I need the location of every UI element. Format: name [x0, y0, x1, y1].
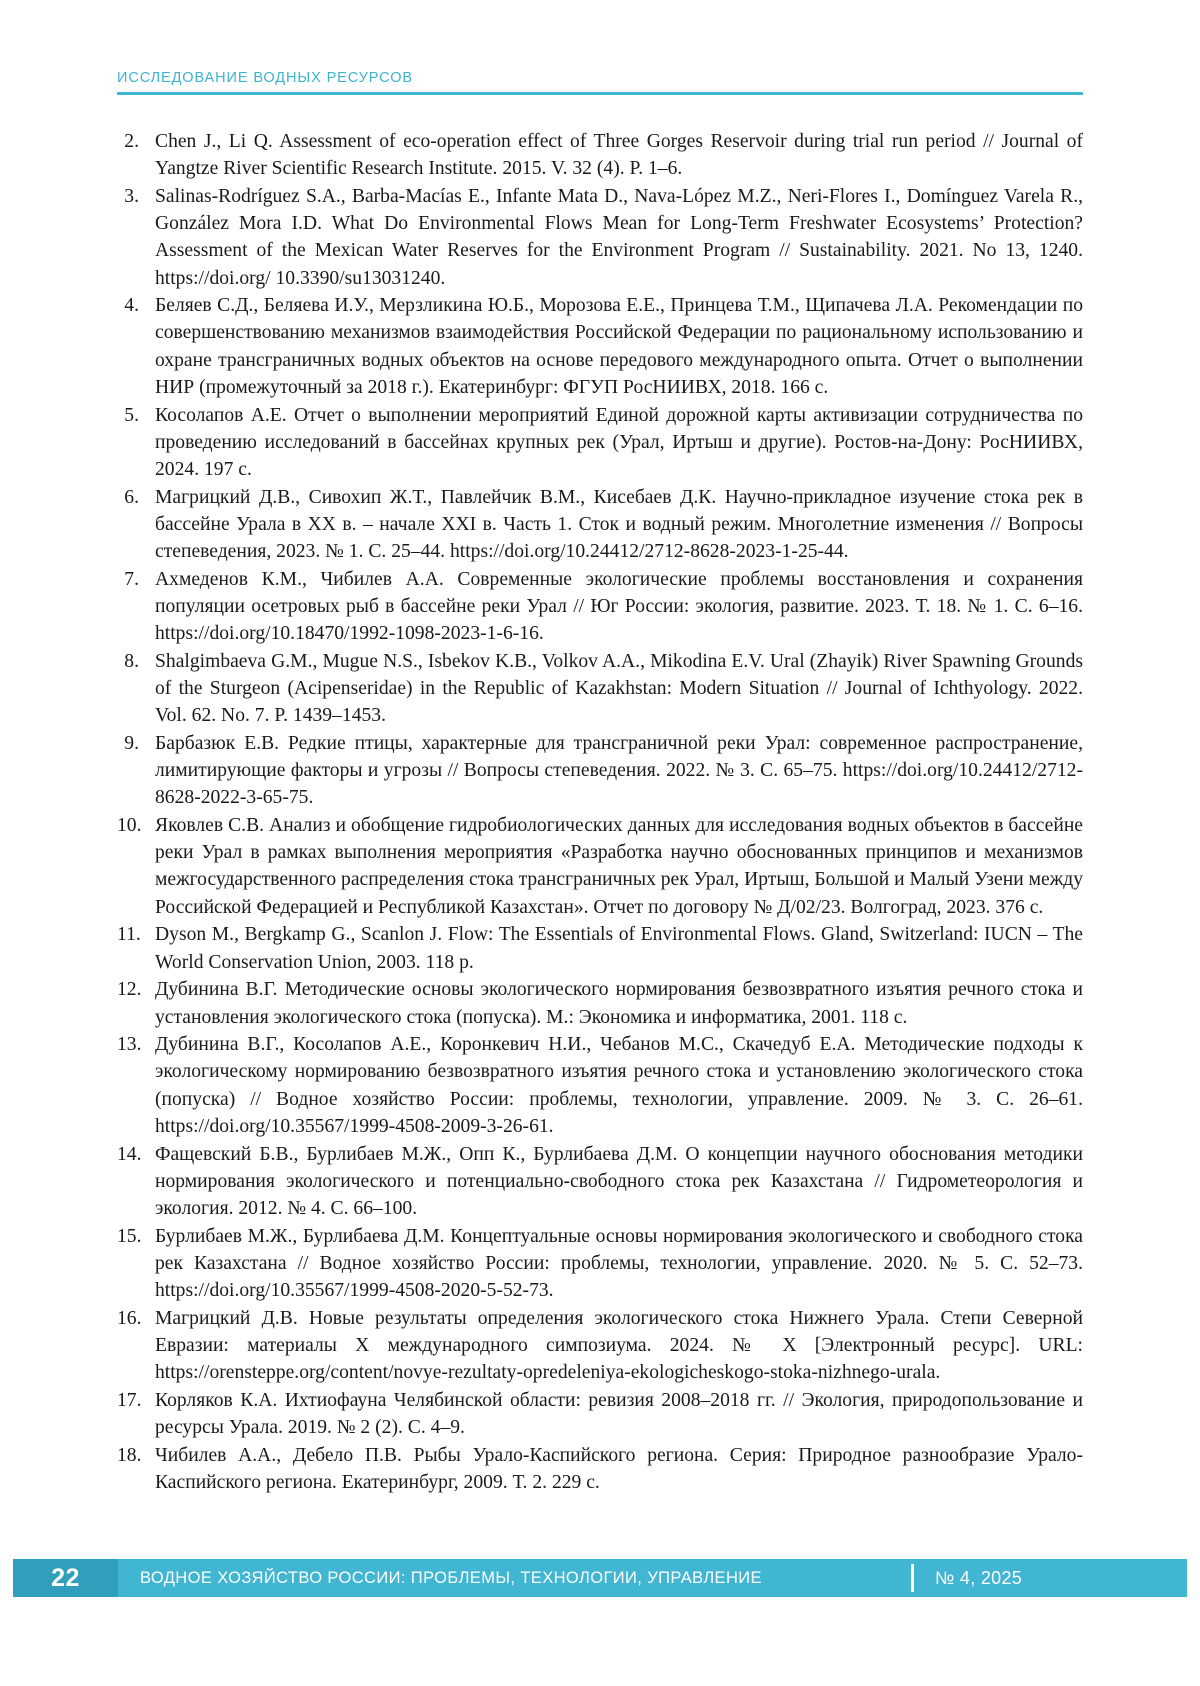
list-item — [117, 484, 1083, 566]
reference-number: 4. — [124, 295, 139, 317]
reference-text: Shalgimbaeva G.M., Mugue N.S., Isbekov K.B., Volkov A.A., Mikodina E.V. Ural (Zhayik) River Spawning Grounds of the Sturgeon (Acipenseridae) in the Republic of Kazakhstan: Modern Situation // Journal of Ichthyology. 2022. Vol. 62. No. 7. P. 1439–1453. — [155, 650, 1083, 727]
reference-number: 3. — [124, 185, 139, 207]
reference-number: 5. — [124, 404, 139, 426]
reference-text: Барбазюк Е.В. Редкие птицы, характерные для трансграничной реки Урал: современное распространение, лимитирующие факторы и угрозы // Вопросы степеведения. 2022. № 3. С. 65–75. https://doi.org/10.24412/2712-8628-2022-3-65-75. — [155, 732, 1083, 809]
reference-number: 9. — [124, 732, 139, 754]
list-item — [117, 648, 1083, 730]
reference-text: Фащевский Б.В., Бурлибаев М.Ж., Опп К., Бурлибаева Д.М. О концепции научного обоснования методики нормирования экологического и потенциально-свободного стока рек Казахстана // Гидрометеорология и экология. 2012. № 4. С. 66–100. — [155, 1143, 1083, 1219]
reference-text: Дубинина В.Г., Косолапов А.Е., Коронкевич Н.И., Чебанов М.С., Скачедуб Е.А. Методические подходы к экологическому нормированию безвозвратного изъятия речного стока и установлению экологического стока (попуска) // Водное хозяйство России: проблемы, технологии, управление. 2009. № 3. С. 26–61. https://doi.org/10.35567/1999-4508-2009-3-26-61. — [155, 1034, 1083, 1137]
reference-text: Дубинина В.Г. Методические основы экологического нормирования безвозвратного изъятия речного стока и установления экологического стока (попуска). М.: Экономика и информатика, 2001. 118 с. — [155, 979, 1083, 1028]
reference-text: Корляков К.А. Ихтиофауна Челябинской области: ревизия 2008–2018 гг. // Экология, природопользование и ресурсы Урала. 2019. № 2 (2). С. 4–9. — [155, 1389, 1083, 1439]
list-item — [117, 921, 1083, 975]
reference-number: 18. — [117, 1444, 142, 1466]
reference-number: 10. — [117, 815, 142, 837]
reference-text: Ахмеденов К.М., Чибилев А.А. Современные экологические проблемы восстановления и сохранения популяции осетровых рыб в бассейне реки Урал // Юг России: экология, развитие. 2023. Т. 18. № 1. С. 6–16. https://doi.org/10.18470/1992-1098-2023-1-6-16. — [155, 568, 1083, 645]
reference-text: Бурлибаев М.Ж., Бурлибаева Д.М. Концептуальные основы нормирования экологического и свободного стока рек Казахстана // Водное хозяйство России: проблемы, технологии, управление. 2020. № 5. С. 52–73. https://doi.org/10.35567/1999-4508-2020-5-52-73. — [155, 1225, 1083, 1302]
reference-text: Яковлев С.В. Анализ и обобщение гидробиологических данных для исследования водных объектов в бассейне реки Урал в рамках выполнения мероприятия «Разработка научно обоснованных принципов и механизмов межгосударственного распределения стока трансграничных рек Урал, Иртыш, Большой и Малый Узени между Российской Федерацией и Республикой Казахстан». Отчет по договору № Д/02/23. Волгоград, 2023. 376 с. — [155, 815, 1083, 918]
header-section-title: ИССЛЕДОВАНИЕ ВОДНЫХ РЕСУРСОВ — [117, 70, 413, 86]
list-item — [117, 976, 1083, 1030]
list-item — [117, 1305, 1083, 1387]
reference-number: 7. — [124, 568, 139, 590]
footer-issue-label: № 4, 2025 — [935, 1567, 1023, 1588]
list-item — [117, 292, 1083, 401]
reference-text: Dyson M., Bergkamp G., Scanlon J. Flow: The Essentials of Environmental Flows. Gland, Switzerland: IUCN – The World Conservation Union, 2003. 118 p. — [155, 924, 1083, 973]
reference-number: 12. — [117, 979, 142, 1001]
reference-number: 17. — [117, 1389, 142, 1411]
list-item — [117, 1387, 1083, 1441]
list-item — [117, 1141, 1083, 1223]
footer-journal-title: ВОДНОЕ ХОЗЯЙСТВО РОССИИ: ПРОБЛЕМЫ, ТЕХНОЛОГИИ, УПРАВЛЕНИЕ — [140, 1568, 762, 1587]
page-header — [117, 70, 1083, 95]
reference-text: Магрицкий Д.В., Сивохип Ж.Т., Павлейчик В.М., Кисебаев Д.К. Научно-прикладное изучение стока рек в бассейне Урала в XX в. – начале XXI в. Часть 1. Сток и водный режим. Многолетние изменения // Вопросы степеведения, 2023. № 1. С. 25–44. https://doi.org/10.24412/2712-8628-2023-1-25-44. — [155, 486, 1083, 563]
page-footer — [0, 1559, 1200, 1597]
reference-number: 2. — [124, 131, 139, 152]
header-divider — [117, 92, 1083, 95]
reference-text: Косолапов А.Е. Отчет о выполнении мероприятий Единой дорожной карты активизации сотрудничества по проведению исследований в бассейнах крупных рек (Урал, Иртыш и другие). Ростов-на-Дону: РосНИИВХ, 2024. 197 с. — [155, 404, 1083, 480]
reference-number: 8. — [124, 650, 139, 672]
list-item — [117, 402, 1083, 484]
reference-number: 6. — [124, 486, 139, 508]
reference-number: 13. — [117, 1034, 142, 1056]
footer-divider — [911, 1564, 914, 1592]
reference-text: Беляев С.Д., Беляева И.У., Мерзликина Ю.Б., Морозова Е.Е., Принцева Т.М., Щипачева Л.А. Рекомендации по совершенствованию механизмов взаимодействия Российской Федерации по рациональному использованию и охране трансграничных водных объектов на основе передового международного опыта. Отчет о выполнении НИР (промежуточный за 2018 г.). Екатеринбург: ФГУП РосНИИВХ, 2018. 166 с. — [155, 295, 1083, 398]
list-item — [117, 1031, 1083, 1140]
reference-number: 15. — [117, 1225, 142, 1247]
reference-list — [117, 128, 1083, 1497]
list-item — [117, 566, 1083, 648]
list-item — [117, 183, 1083, 292]
reference-number: 11. — [117, 924, 141, 946]
reference-text: Salinas-Rodríguez S.A., Barba-Macías E., Infante Mata D., Nava-López M.Z., Neri-Flores I., Domínguez Varela R., González Mora I.D. What Do Environmental Flows Mean for Long-Term Freshwater Ecosystems’ Protection? Assessment of the Mexican Water Reserves for the Environment Program // Sustainability. 2021. No 13, 1240. https://doi.org/ 10.3390/su13031240. — [155, 185, 1083, 289]
list-item — [117, 1223, 1083, 1305]
reference-number: 16. — [117, 1307, 142, 1329]
list-item — [117, 128, 1083, 182]
list-item — [117, 730, 1083, 812]
reference-text: Чибилев А.А., Дебело П.В. Рыбы Урало-Каспийского региона. Серия: Природное разнообразие Урало-Каспийского региона. Екатеринбург, 2009. Т. 2. 229 с. — [155, 1444, 1083, 1493]
reference-text: Магрицкий Д.В. Новые результаты определения экологического стока Нижнего Урала. Степи Северной Евразии: материалы X международного симпозиума. 2024. № X [Электронный ресурс]. URL: https://orensteppe.org/content/novye-rezultaty-opredeleniya-ekologicheskogo-stoka-nizhnego-urala. — [155, 1307, 1083, 1384]
page-number-box — [13, 1559, 118, 1597]
reference-number: 14. — [117, 1143, 142, 1165]
list-item — [117, 812, 1083, 921]
reference-text: Chen J., Li Q. Assessment of eco-operation effect of Three Gorges Reservoir during trial run period // Journal of Yangtze River Scientific Research Institute. 2015. V. 32 (4). P. 1–6. — [155, 131, 1083, 180]
page-number: 22 — [51, 1563, 80, 1592]
list-item — [117, 1442, 1083, 1496]
